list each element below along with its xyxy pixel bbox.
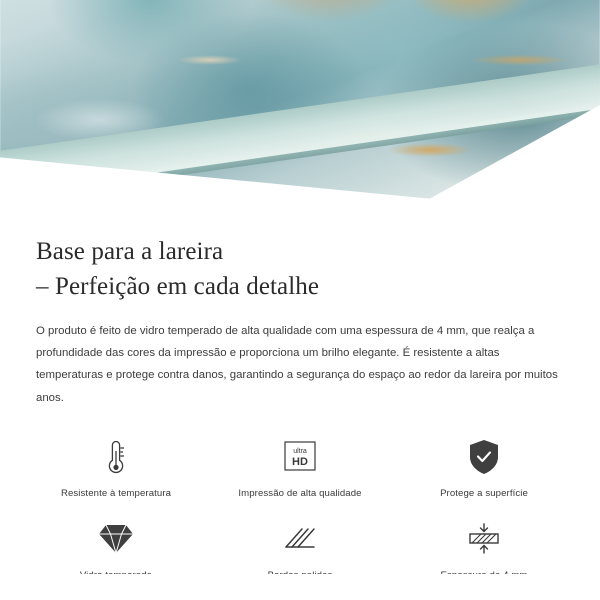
feature-item-tempered-glass [24,517,208,581]
sparkle-icon [526,153,560,187]
content-block [0,215,600,409]
hero-image [0,0,600,215]
shield-check-icon [460,435,508,479]
svg-text:HD: HD [292,455,308,468]
feature-label: Resistente à temperatura [60,487,172,499]
polished-edges-icon [276,517,324,561]
ultra-hd-icon [276,435,324,479]
feature-item-temperature [24,435,208,499]
headline-line-2: – Perfeição em cada detalhe [36,272,320,300]
diamond-icon [92,517,140,561]
feature-item-print-quality [208,435,392,499]
feature-item-polished-edges [208,517,392,581]
feature-label: Impressão de alta qualidade [238,487,362,499]
footer-spacer [0,574,600,600]
product-description: O produto é feito de vidro temperado de alta qualidade com uma espessura de 4 mm, que realça a profundidade das cores da impressão e proporciona um brilho elegante. É resistente a altas temperaturas e protege contra danos, garantindo a segurança do espaço ao redor da lareira por muitos anos. [36,325,558,404]
feature-item-thickness [392,517,576,581]
headline-line-1: Base para a lareira [36,238,224,265]
thickness-arrows-icon [460,517,508,561]
svg-text:ultra: ultra [293,447,307,455]
feature-item-surface-protection [392,435,576,499]
sparkle-icon [566,147,586,167]
feature-grid [0,435,600,581]
feature-label: Protege a superfície [440,487,528,499]
thermometer-icon [92,435,140,479]
page-title [36,235,564,304]
